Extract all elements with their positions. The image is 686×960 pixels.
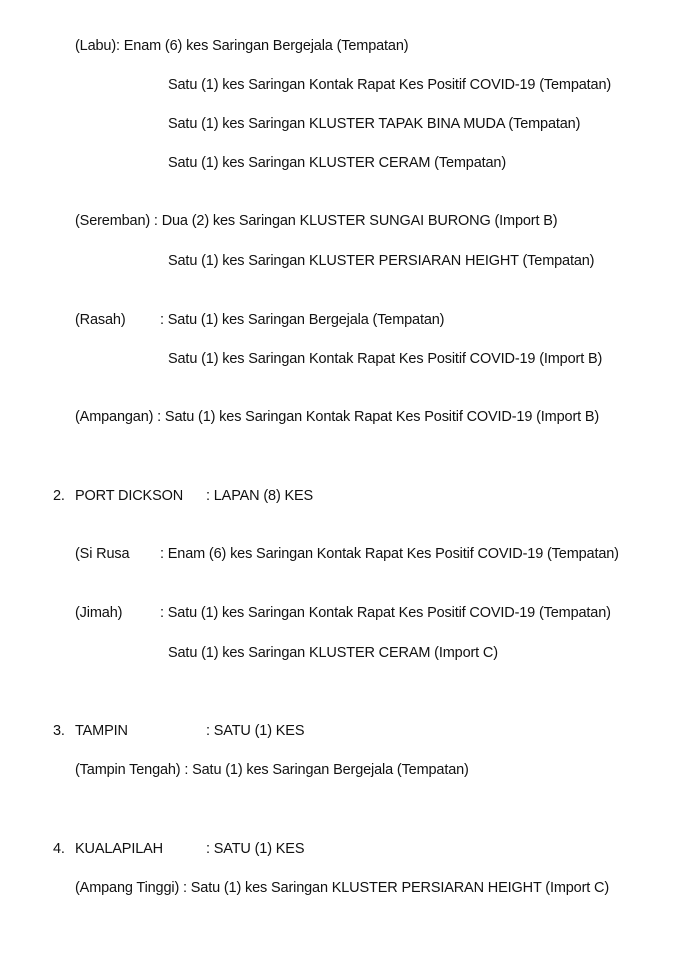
kualapilah-heading-part-1: 4. [53,841,65,857]
labu-line-3: Satu (1) kes Saringan KLUSTER TAPAK BINA MUDA (Tempatan) [168,116,581,132]
seremban-line-2: Satu (1) kes Saringan KLUSTER PERSIARAN HEIGHT (Tempatan) [168,253,595,269]
seremban-line-1: (Seremban) : Dua (2) kes Saringan KLUSTER SUNGAI BURONG (Import B) [75,213,558,229]
tampin-heading-part-2: TAMPIN [75,723,128,739]
si-rusa-line-1-part-1: (Si Rusa [75,546,130,562]
rasah-line-2: Satu (1) kes Saringan Kontak Rapat Kes Positif COVID-19 (Import B) [168,351,603,367]
jimah-line-2: Satu (1) kes Saringan KLUSTER CERAM (Import C) [168,645,498,661]
labu-line-1: (Labu): Enam (6) kes Saringan Bergejala (Tempatan) [75,38,409,54]
tampin-heading-part-1: 3. [53,723,65,739]
rasah-line-1-part-2: : Satu (1) kes Saringan Bergejala (Tempatan) [160,312,445,328]
port-dickson-heading-part-3: : LAPAN (8) KES [206,488,314,504]
tampin-heading-part-3: : SATU (1) KES [206,723,305,739]
jimah-line-1-part-2: : Satu (1) kes Saringan Kontak Rapat Kes Positif COVID-19 (Tempatan) [160,605,611,621]
labu-line-4: Satu (1) kes Saringan KLUSTER CERAM (Tempatan) [168,155,507,171]
kualapilah-heading-part-2: KUALAPILAH [75,841,163,857]
tampin-tengah-line-1: (Tampin Tengah) : Satu (1) kes Saringan Bergejala (Tempatan) [75,762,469,778]
port-dickson-heading-part-2: PORT DICKSON [75,488,184,504]
kualapilah-heading-part-3: : SATU (1) KES [206,841,305,857]
ampangan-line-1: (Ampangan) : Satu (1) kes Saringan Kontak Rapat Kes Positif COVID-19 (Import B) [75,409,600,425]
port-dickson-heading-part-1: 2. [53,488,65,504]
jimah-line-1-part-1: (Jimah) [75,605,123,621]
si-rusa-line-1-part-2: : Enam (6) kes Saringan Kontak Rapat Kes Positif COVID-19 (Tempatan) [160,546,619,562]
rasah-line-1-part-1: (Rasah) [75,312,126,328]
ampang-tinggi-line-1: (Ampang Tinggi) : Satu (1) kes Saringan KLUSTER PERSIARAN HEIGHT (Import C) [75,880,610,896]
labu-line-2: Satu (1) kes Saringan Kontak Rapat Kes Positif COVID-19 (Tempatan) [168,77,612,93]
